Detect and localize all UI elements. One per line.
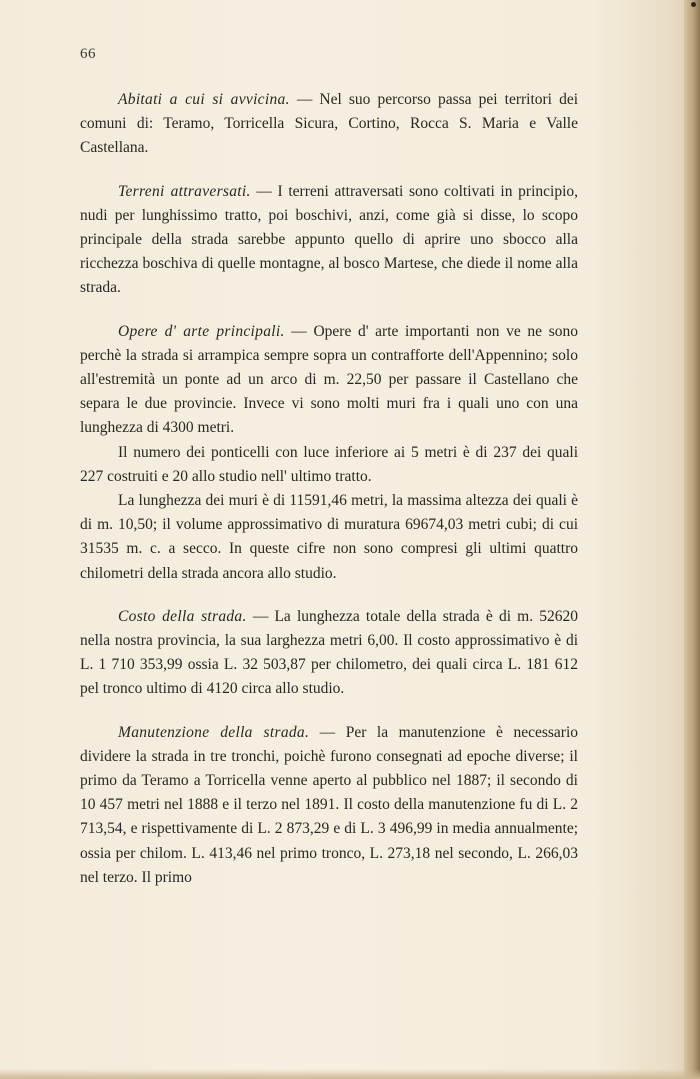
paragraph xyxy=(80,721,578,890)
section-opere xyxy=(80,320,578,586)
page-edge-shadow xyxy=(684,0,700,1079)
paragraph-text: — Per la manutenzione è necessario dividere la strada in tre tronchi, poichè furono consegnati ad epoche diverse; il primo da Teramo a Torricella venne aperto al pubblico nel 1887; il secondo di 10 457 metri nel 1888 e il terzo nel 1891. Il costo della manutenzione fu di L. 2 713,54, e rispettivamente di L. 2 873,29 e di L. 3 496,99 in media annualmente; ossia per chilom. L. 413,46 nel primo tronco, L. 273,18 nel secondo, L. 266,03 nel terzo. Il primo xyxy=(80,723,579,886)
ink-spot xyxy=(691,2,696,7)
paragraph-text: — Opere d' arte importanti non ve ne sono perchè la strada si arrampica sempre sopra un contrafforte dell'Appennino; solo all'estremità un ponte ad un arco di m. 22,50 per passare il Castellano che separa le due provincie. Invece vi sono molti muri fra i quali uno con una lunghezza di 4300 metri. xyxy=(80,322,578,437)
paragraph-text: — I terreni attraversati sono coltivati in principio, nudi per lunghissimo tratto, poi boschivi, anzi, come già si disse, lo scopo principale della strada sarebbe appunto quello di aprire uno sbocco alla ricchezza boschiva di quelle montagne, al bosco Martese, che diede il nome alla strada. xyxy=(80,182,578,297)
section-heading: Costo della strada. xyxy=(118,607,247,625)
page-number: 66 xyxy=(80,46,96,62)
section-costo xyxy=(80,605,578,702)
paragraph-text: — La lunghezza totale della strada è di m. 52620 nella nostra provincia, la sua larghezza metri 6,00. Il costo approssimativo è di L. 1 710 353,99 ossia L. 32 503,87 per chilometro, dei quali circa L. 181 612 pel tronco ultimo di 4120 circa allo studio. xyxy=(80,607,578,698)
paragraph xyxy=(80,88,578,161)
section-heading: Manutenzione della strada. xyxy=(118,723,310,741)
paragraph: La lunghezza dei muri è di 11591,46 metri, la massima altezza dei quali è di m. 10,50; il volume approssimativo di muratura 69674,03 metri cubi; di cui 31535 m. c. a secco. In queste cifre non sono compresi gli ultimi quattro chilometri della strada ancora allo studio. xyxy=(80,492,578,582)
paragraph-text: — Nel suo percorso passa pei territori dei comuni di: Teramo, Torricella Sicura, Cortino, Rocca S. Maria e Valle Castellana. xyxy=(80,91,578,157)
page-bottom-edge xyxy=(0,1069,700,1079)
body-text xyxy=(80,88,578,890)
section-heading: Abitati a cui si avvicina. xyxy=(118,91,290,108)
paragraph: Il numero dei ponticelli con luce inferiore ai 5 metri è di 237 dei quali 227 costruiti e 20 allo studio nell' ultimo tratto. xyxy=(80,443,578,485)
section-abitati xyxy=(80,88,578,161)
paragraph xyxy=(80,180,578,301)
paragraph xyxy=(80,320,578,441)
paragraph xyxy=(80,605,578,702)
section-heading: Terreni attraversati. xyxy=(118,182,251,200)
section-heading: Opere d' arte principali. xyxy=(118,322,285,340)
section-manutenzione xyxy=(80,721,578,890)
section-terreni xyxy=(80,180,578,301)
